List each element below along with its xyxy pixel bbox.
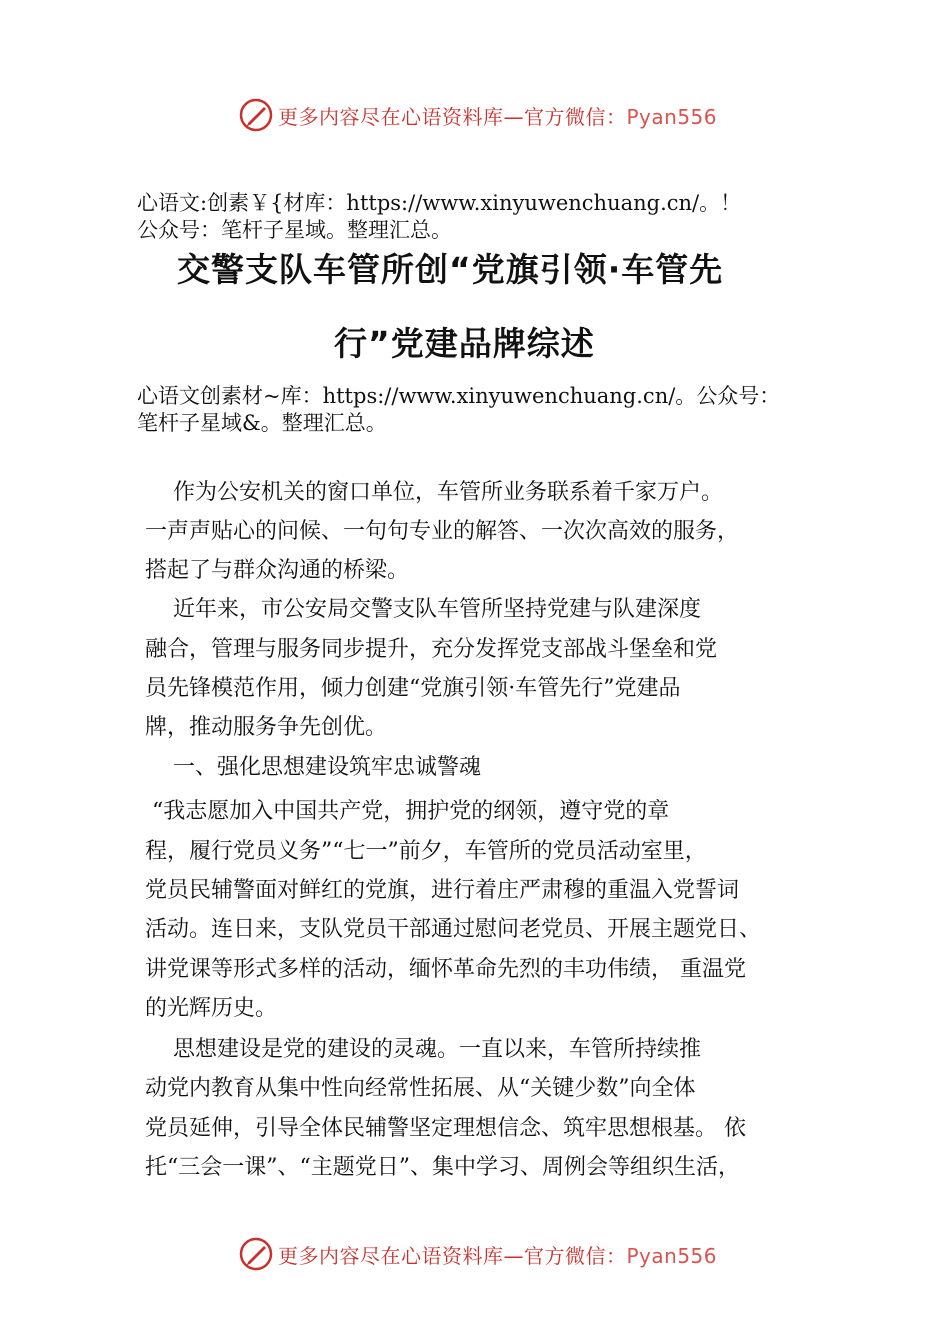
doc-title-line-1: 交警支队车管所创“党旗引领·车管先 xyxy=(177,250,724,289)
body-line: 活动。连日来，支队党员干部通过慰问老党员、开展主题党日、 xyxy=(145,917,762,942)
section-heading: 一、强化思想建设筑牢忠诚警魂 xyxy=(145,755,481,780)
header-line-2: 公众号：笔杆子星域。整理汇总。 xyxy=(137,218,452,242)
body-line: 的光辉历史。 xyxy=(145,996,278,1021)
banner-text: 更多内容尽在心语资料库—官方微信：Pyan556 xyxy=(278,104,718,129)
header-line-1: 心语文:创素￥{材库：https://www.xinyuwenchuang.cn/。！ xyxy=(137,191,742,215)
body-line: 牌，推动服务争先创优。 xyxy=(145,715,388,740)
body-line: 近年来，市公安局交警支队车管所坚持党建与队建深度 xyxy=(145,597,701,622)
body-line: 作为公安机关的窗口单位，车管所业务联系着千家万户。 xyxy=(145,480,723,505)
watermark-banner-top xyxy=(238,95,717,135)
body-line: 党员延伸，引导全体民辅警坚定理想信念、筑牢思想根基。 依 xyxy=(145,1116,746,1141)
body-line: 党员民辅警面对鲜红的党旗，进行着庄严肃穆的重温入党誓词 xyxy=(145,878,740,903)
body-line: 思想建设是党的建设的灵魂。一直以来，车管所持续推 xyxy=(145,1037,701,1062)
sub-line-2: 笔杆子星域&。整理汇总。 xyxy=(137,411,387,435)
body-line: 一声声贴心的问候、一句句专业的解答、一次次高效的服务， xyxy=(145,519,740,544)
pen-logo-icon xyxy=(238,1236,274,1272)
sub-line-1: 心语文创素材~库：https://www.xinyuwenchuang.cn/。公众号： xyxy=(137,384,781,408)
doc-title-line-2: 行”党建品牌综述 xyxy=(334,324,595,363)
body-line: 融合，管理与服务同步提升，充分发挥党支部战斗堡垒和党 xyxy=(145,637,718,662)
body-line: 讲党课等形式多样的活动，缅怀革命先烈的丰功伟绩， 重温党 xyxy=(145,957,746,982)
banner-wechat-id: Pyan556 xyxy=(626,104,718,129)
body-line: “我志愿加入中国共产党，拥护党的纲领，遵守党的章 xyxy=(145,799,670,824)
watermark-banner-bottom xyxy=(238,1234,717,1274)
body-line: 员先锋模范作用，倾力创建“党旗引领·车管先行”党建品 xyxy=(145,676,681,701)
body-line: 搭起了与群众沟通的桥梁。 xyxy=(145,558,410,583)
body-line: 动党内教育从集中性向经常性拓展、从“关键少数”向全体 xyxy=(145,1076,696,1101)
pen-logo-icon xyxy=(238,97,274,133)
banner-text: 更多内容尽在心语资料库—官方微信：Pyan556 xyxy=(278,1243,718,1268)
banner-wechat-id: Pyan556 xyxy=(626,1243,718,1268)
body-line: 托“三会一课”、“主题党日”、集中学习、周例会等组织生活， xyxy=(145,1155,740,1180)
body-line: 程，履行党员义务”“七一”前夕，车管所的党员活动室里， xyxy=(145,839,707,864)
